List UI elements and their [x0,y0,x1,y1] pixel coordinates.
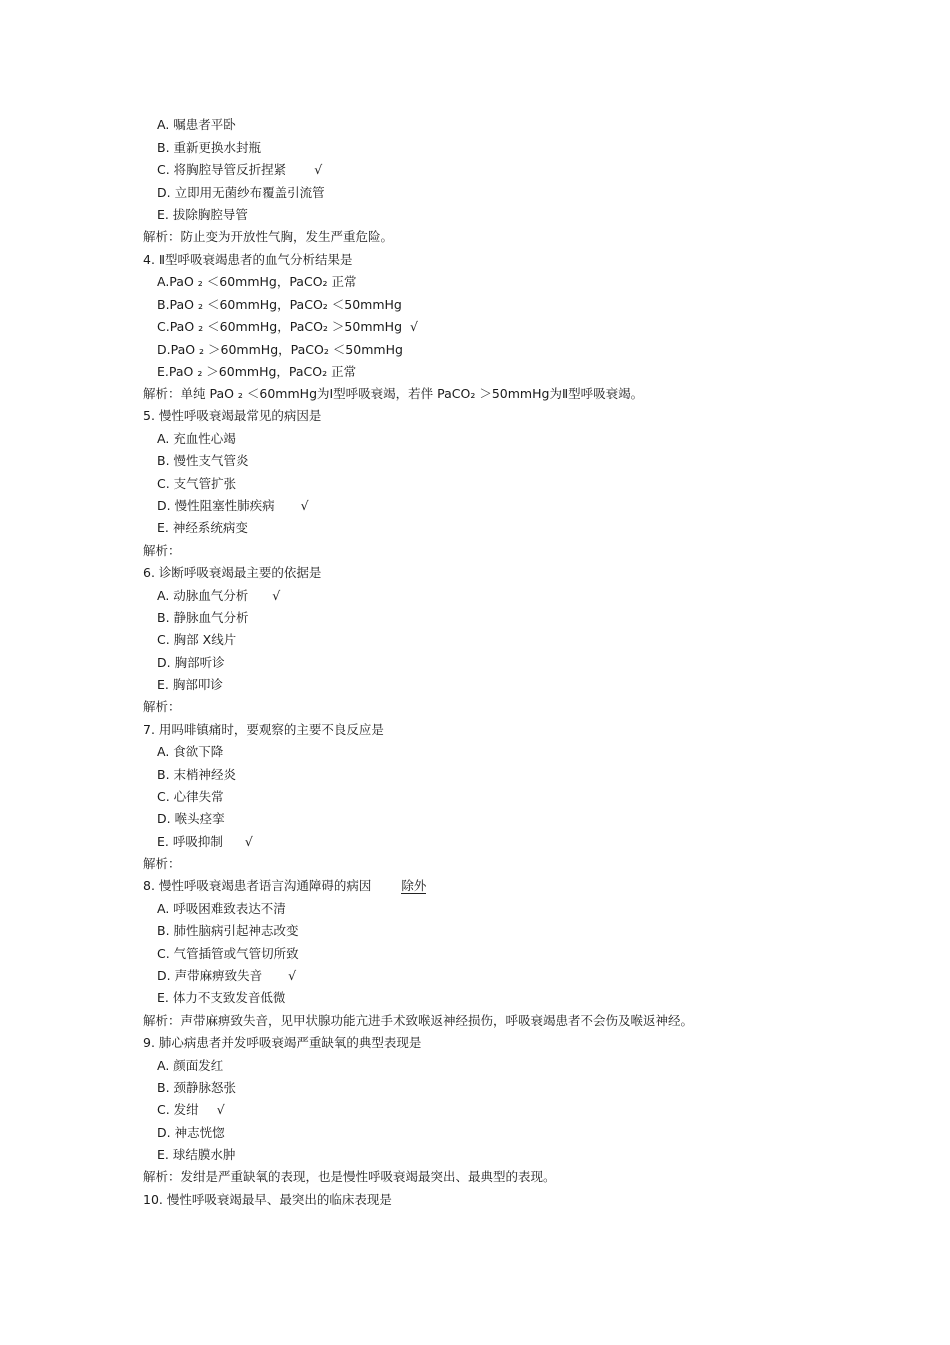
q8-option-c: C. 气管插管或气管切所致 [157,946,299,961]
option-text: C. 将胸腔导管反折捏紧 [157,162,287,177]
q8-option-a: A. 呼吸困难致表达不清 [157,901,286,916]
option-text: D. 慢性阻塞性肺疾病 [157,498,275,513]
q9-option-e: E. 球结膜水肿 [157,1147,236,1162]
option-text: C.PaO ₂ ＜60mmHg，PaCO₂ ＞50mmHg [157,319,403,334]
q6-option-e: E. 胸部叩诊 [157,677,223,692]
q4-option-d: D.PaO ₂ ＞60mmHg，PaCO₂ ＜50mmHg [157,342,403,357]
q3-explanation: 解析：防止变为开放性气胸，发生严重危险。 [143,229,394,244]
q9-option-a: A. 颜面发红 [157,1058,224,1073]
option-text: E. 呼吸抑制 [157,834,223,849]
q8-explanation: 解析：声带麻痹致失音，见甲状腺功能亢进手术致喉返神经损伤，呼吸衰竭患者不会伤及喉返神经。 [143,1013,694,1028]
q6-option-c: C. 胸部 X线片 [157,632,237,647]
question-text: 8. 慢性呼吸衰竭患者语言沟通障碍的病因 [143,878,372,893]
q3-option-d: D. 立即用无菌纱布覆盖引流管 [157,185,325,200]
q9-option-b: B. 颈静脉怒张 [157,1080,237,1095]
q6-question: 6. 诊断呼吸衰竭最主要的依据是 [143,565,322,580]
q8-question [143,878,426,894]
q3-option-c [157,162,322,178]
emphasis-underlined: 除外 [401,878,427,893]
q6-option-a [157,588,280,604]
option-text: C. 发绀 [157,1102,199,1117]
q8-option-d [157,968,296,984]
q4-option-b: B.PaO ₂ ＜60mmHg，PaCO₂ ＜50mmHg [157,297,402,312]
q3-option-e: E. 拔除胸腔导管 [157,207,248,222]
q4-option-a: A.PaO ₂ ＜60mmHg，PaCO₂ 正常 [157,274,357,289]
q5-option-a: A. 充血性心竭 [157,431,236,446]
correct-check-mark: √ [244,834,253,849]
q6-option-d: D. 胸部听诊 [157,655,225,670]
q9-explanation: 解析：发绀是严重缺氧的表现，也是慢性呼吸衰竭最突出、最典型的表现。 [143,1169,556,1184]
correct-check-mark: √ [410,319,418,334]
q9-option-d: D. 神志恍惚 [157,1125,225,1140]
q9-question: 9. 肺心病患者并发呼吸衰竭严重缺氧的典型表现是 [143,1035,422,1050]
q5-option-d [157,498,309,514]
correct-check-mark: √ [288,968,297,983]
q4-option-e: E.PaO ₂ ＞60mmHg，PaCO₂ 正常 [157,364,357,379]
q5-option-c: C. 支气管扩张 [157,476,237,491]
option-text: A. 动脉血气分析 [157,588,249,603]
correct-check-mark: √ [314,162,323,177]
q3-option-b: B. 重新更换水封瓶 [157,140,262,155]
q4-option-c [157,319,418,335]
q5-explanation: 解析： [143,543,181,558]
option-text: D. 声带麻痹致失音 [157,968,263,983]
q8-option-b: B. 肺性脑病引起神志改变 [157,923,299,938]
q7-option-b: B. 末梢神经炎 [157,767,237,782]
q7-explanation: 解析： [143,856,181,871]
q4-question: 4. Ⅱ型呼吸衰竭患者的血气分析结果是 [143,252,353,267]
q7-option-e [157,834,253,850]
q5-option-e: E. 神经系统病变 [157,520,248,535]
correct-check-mark: √ [300,498,309,513]
q7-question: 7. 用吗啡镇痛时，要观察的主要不良反应是 [143,722,384,737]
q5-option-b: B. 慢性支气管炎 [157,453,249,468]
q3-option-a: A. 嘱患者平卧 [157,117,236,132]
q7-option-c: C. 心律失常 [157,789,224,804]
q7-option-d: D. 喉头痉挛 [157,811,225,826]
q6-option-b: B. 静脉血气分析 [157,610,249,625]
correct-check-mark: √ [216,1102,225,1117]
q7-option-a: A. 食欲下降 [157,744,224,759]
q5-question: 5. 慢性呼吸衰竭最常见的病因是 [143,408,322,423]
q9-option-c [157,1102,225,1118]
q6-explanation: 解析： [143,699,181,714]
q4-explanation: 解析：单纯 PaO ₂ ＜60mmHg为Ⅰ型呼吸衰竭，若伴 PaCO₂ ＞50mmHg为Ⅱ型呼吸衰竭。 [143,386,644,401]
correct-check-mark: √ [272,588,281,603]
q8-option-e: E. 体力不支致发音低微 [157,990,286,1005]
q10-question: 10. 慢性呼吸衰竭最早、最突出的临床表现是 [143,1192,392,1207]
